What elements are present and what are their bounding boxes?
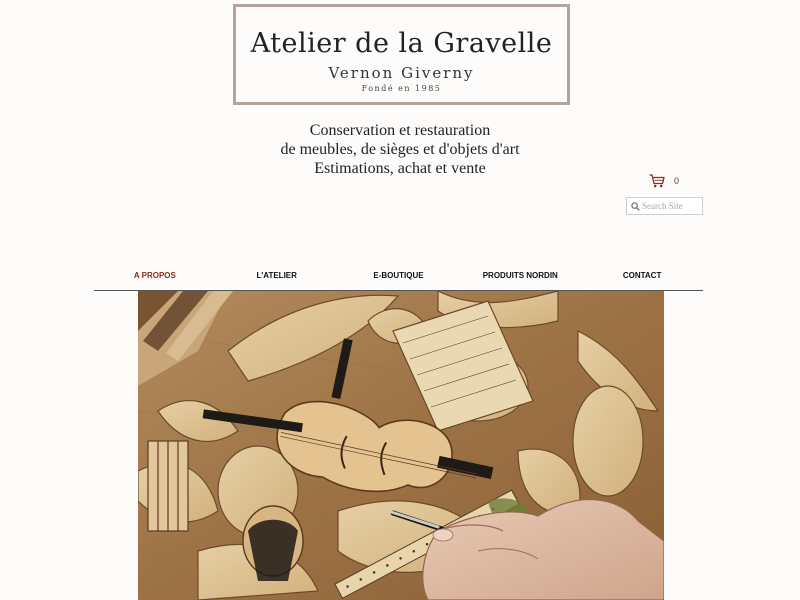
nav-item-e-boutique[interactable]: E-BOUTIQUE: [373, 271, 424, 280]
marquetry-painting-image: [138, 291, 664, 600]
tagline-line: Estimations, achat et vente: [314, 160, 486, 177]
hero-image: [138, 291, 664, 600]
nav-item-produits-nordin[interactable]: PRODUITS NORDIN: [482, 271, 558, 280]
search-input[interactable]: [642, 199, 702, 213]
tagline-line: de meubles, de sièges et d'objets d'art: [280, 141, 520, 158]
site-tagline: [250, 121, 550, 178]
nav-item-atelier[interactable]: L'ATELIER: [256, 271, 297, 280]
main-nav: [94, 268, 703, 291]
tagline-line: Conservation et restauration: [309, 122, 491, 139]
site-logo[interactable]: [233, 4, 570, 105]
logo-subtitle: Vernon Giverny: [328, 64, 475, 82]
nav-item-a-propos[interactable]: A PROPOS: [133, 271, 176, 280]
cart-button[interactable]: [649, 173, 679, 189]
logo-title: Atelier de la Gravelle: [250, 28, 553, 59]
nav-item-contact[interactable]: CONTACT: [622, 271, 662, 280]
cart-count: 0: [674, 176, 680, 186]
search-icon: [631, 202, 640, 211]
logo-founded: Fondé en 1985: [361, 84, 442, 93]
site-search[interactable]: [626, 197, 703, 215]
cart-icon: [649, 174, 665, 188]
